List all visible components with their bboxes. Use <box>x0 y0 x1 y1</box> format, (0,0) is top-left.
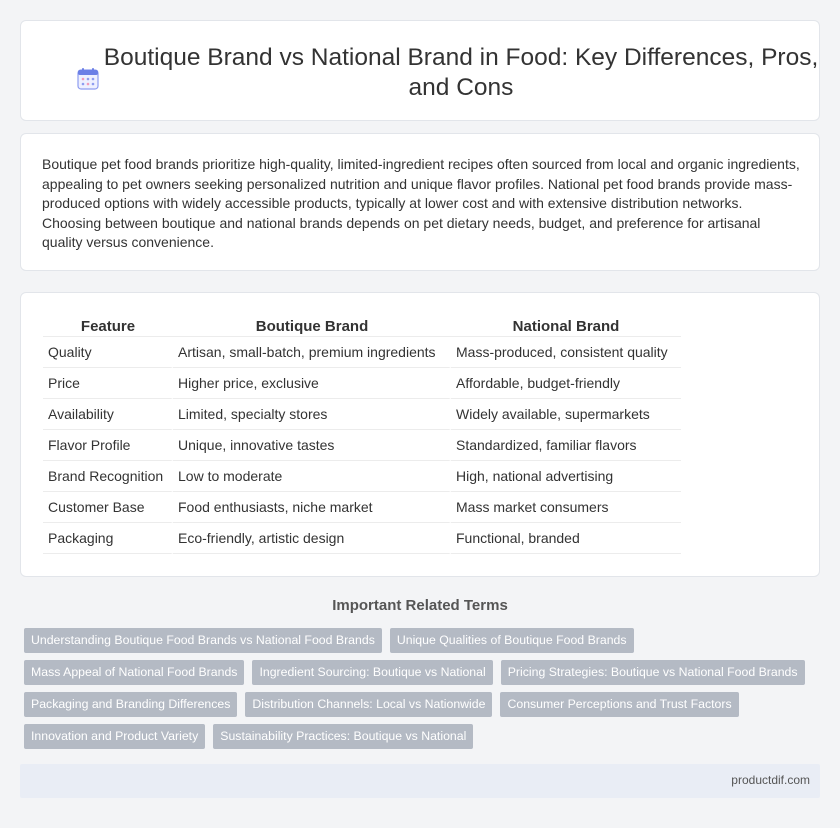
calendar-icon <box>75 66 101 97</box>
header-boutique-brand: Boutique Brand <box>173 315 451 337</box>
related-terms-row <box>24 692 816 717</box>
table-row <box>43 461 681 492</box>
table-row <box>43 523 681 554</box>
national-cell: Mass-produced, consistent quality <box>451 337 681 368</box>
boutique-cell: Limited, specialty stores <box>173 399 451 430</box>
comparison-table <box>43 315 681 554</box>
national-cell: Affordable, budget-friendly <box>451 368 681 399</box>
table-row <box>43 337 681 368</box>
feature-cell: Price <box>43 368 173 399</box>
related-term-link[interactable]: Understanding Boutique Food Brands vs National Food Brands <box>24 628 382 653</box>
national-cell: Widely available, supermarkets <box>451 399 681 430</box>
feature-cell: Brand Recognition <box>43 461 173 492</box>
feature-cell: Quality <box>43 337 173 368</box>
related-term-link[interactable]: Distribution Channels: Local vs Nationwide <box>245 692 492 717</box>
feature-cell: Packaging <box>43 523 173 554</box>
related-term-link[interactable]: Innovation and Product Variety <box>24 724 205 749</box>
boutique-cell: Artisan, small-batch, premium ingredients <box>173 337 451 368</box>
related-term-link[interactable]: Mass Appeal of National Food Brands <box>24 660 244 685</box>
header-card <box>20 20 820 121</box>
table-row <box>43 430 681 461</box>
table-row <box>43 399 681 430</box>
boutique-cell: Low to moderate <box>173 461 451 492</box>
related-terms-row <box>24 660 816 685</box>
boutique-cell: Unique, innovative tastes <box>173 430 451 461</box>
header-feature: Feature <box>43 315 173 337</box>
feature-cell: Flavor Profile <box>43 430 173 461</box>
footer <box>20 764 820 798</box>
related-term-link[interactable]: Pricing Strategies: Boutique vs National Food Brands <box>501 660 805 685</box>
national-cell: High, national advertising <box>451 461 681 492</box>
table-header-row <box>43 315 681 337</box>
boutique-cell: Eco-friendly, artistic design <box>173 523 451 554</box>
summary-card <box>20 133 820 271</box>
national-cell: Mass market consumers <box>451 492 681 523</box>
boutique-cell: Higher price, exclusive <box>173 368 451 399</box>
related-terms-heading: Important Related Terms <box>332 597 508 614</box>
related-term-link[interactable]: Packaging and Branding Differences <box>24 692 237 717</box>
related-term-link[interactable]: Ingredient Sourcing: Boutique vs National <box>252 660 492 685</box>
related-terms-row <box>24 724 816 749</box>
related-terms <box>24 628 816 756</box>
table-row <box>43 492 681 523</box>
national-cell: Standardized, familiar flavors <box>451 430 681 461</box>
feature-cell: Customer Base <box>43 492 173 523</box>
table-row <box>43 368 681 399</box>
national-cell: Functional, branded <box>451 523 681 554</box>
comparison-card <box>20 292 820 577</box>
feature-cell: Availability <box>43 399 173 430</box>
summary-text: Boutique pet food brands prioritize high-quality, limited-ingredient recipes often sourced from local and organic ingredients, appealing to pet owners seeking personalized nutrition and unique flavor profiles. National pet food brands provide mass-produced options with widely accessible products, typically at lower cost and with extensive distribution networks. Choosing between boutique and national brands depends on pet dietary needs, budget, and preference for artisanal quality versus convenience. <box>42 156 800 250</box>
page-title: Boutique Brand vs National Brand in Food: Key Differences, Pros, and Cons <box>103 44 819 101</box>
boutique-cell: Food enthusiasts, niche market <box>173 492 451 523</box>
header-national-brand: National Brand <box>451 315 681 337</box>
related-term-link[interactable]: Consumer Perceptions and Trust Factors <box>500 692 738 717</box>
footer-site-link[interactable]: productdif.com <box>731 773 810 787</box>
related-term-link[interactable]: Sustainability Practices: Boutique vs National <box>213 724 473 749</box>
related-term-link[interactable]: Unique Qualities of Boutique Food Brands <box>390 628 634 653</box>
related-terms-row <box>24 628 816 653</box>
